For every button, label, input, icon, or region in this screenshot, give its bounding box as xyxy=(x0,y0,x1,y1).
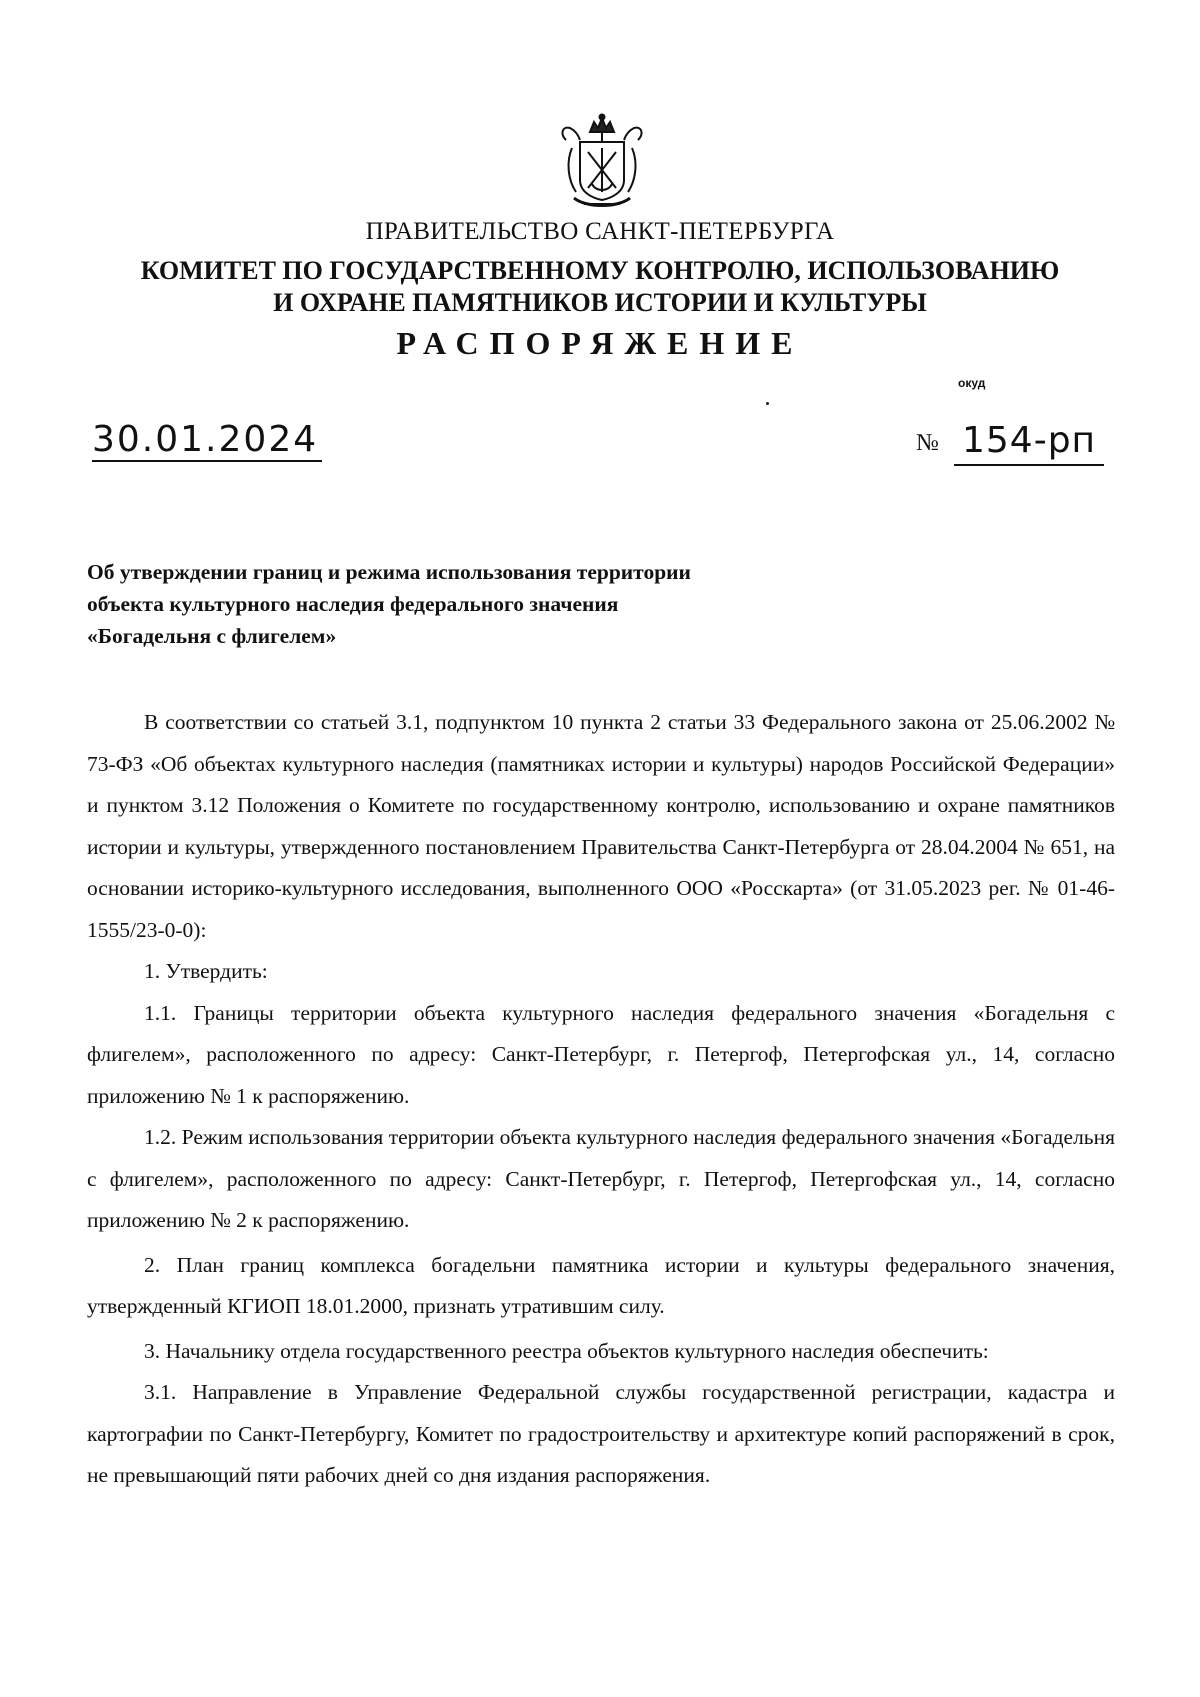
stray-dot xyxy=(766,402,769,405)
body-paragraph-3-1: 3.1. Направление в Управление Федеральной службы государственной регистрации, кадастра и картографии по Санкт-Петербургу, Комитет по градостроительству и архитектуре копий распоряжений в срок, не превышающий пяти рабочих дней со дня издания распоряжения. xyxy=(87,1380,1115,1487)
body-paragraph-preamble: В соответствии со статьей 3.1, подпунктом 10 пункта 2 статьи 33 Федерального закона от 25.06.2002 № 73-ФЗ «Об объектах культурного наследия (памятниках истории и культуры) народов Российской Федерации» и пунктом 3.12 Положения о Комитете по государственному контролю, использованию и охране памятников истории и культуры, утвержденного постановлением Правительства Санкт-Петербурга от 28.04.2004 № 651, на основании историко-культурного исследования, выполненного ООО «Росскарта» (от 31.05.2023 рег. № 01-46-1555/23-0-0): xyxy=(87,710,1115,942)
document-body xyxy=(87,702,1115,1497)
body-paragraph-3: 3. Начальнику отдела государственного реестра объектов культурного наследия обеспечить: xyxy=(144,1338,989,1363)
committee-name-line2: И ОХРАНЕ ПАМЯТНИКОВ ИСТОРИИ И КУЛЬТУРЫ xyxy=(273,288,927,317)
body-paragraph-1: 1. Утвердить: xyxy=(144,959,268,983)
subject-line3: «Богадельня с флигелем» xyxy=(87,624,337,648)
subject-line2: объекта культурного наследия федерального значения xyxy=(87,592,619,616)
committee-name xyxy=(0,255,1200,319)
number-value: 154-рп xyxy=(962,420,1097,461)
committee-name-line1: КОМИТЕТ ПО ГОСУДАРСТВЕННОМУ КОНТРОЛЮ, ИСПОЛЬЗОВАНИЮ xyxy=(140,256,1060,285)
document-subject xyxy=(87,556,847,652)
body-paragraph-1-2: 1.2. Режим использования территории объекта культурного наследия федерального значения «Богадельня с флигелем», расположенного по адресу: Санкт-Петербург, г. Петергоф, Петергофская ул., 14, согласно приложению № 2 к распоряжению. xyxy=(87,1125,1115,1232)
okud-label: окуд xyxy=(958,376,986,390)
number-underline xyxy=(954,464,1104,466)
document-number xyxy=(916,420,1106,464)
document-type-title: РАСПОРЯЖЕНИЕ xyxy=(396,325,804,361)
coat-of-arms-icon xyxy=(556,112,648,212)
government-name: ПРАВИТЕЛЬСТВО САНКТ-ПЕТЕРБУРГА xyxy=(365,218,835,245)
number-sign: № xyxy=(916,430,939,456)
subject-line1: Об утверждении границ и режима использования территории xyxy=(87,560,691,584)
document-date: 30.01.2024 xyxy=(92,420,322,462)
body-paragraph-2: 2. План границ комплекса богадельни памятника истории и культуры федерального значения, утвержденный КГИОП 18.01.2000, признать утратившим силу. xyxy=(87,1252,1115,1318)
body-paragraph-1-1: 1.1. Границы территории объекта культурного наследия федерального значения «Богадельня с флигелем», расположенного по адресу: Санкт-Петербург, г. Петергоф, Петергофская ул., 14, согласно приложению № 1 к распоряжению. xyxy=(87,1000,1115,1108)
